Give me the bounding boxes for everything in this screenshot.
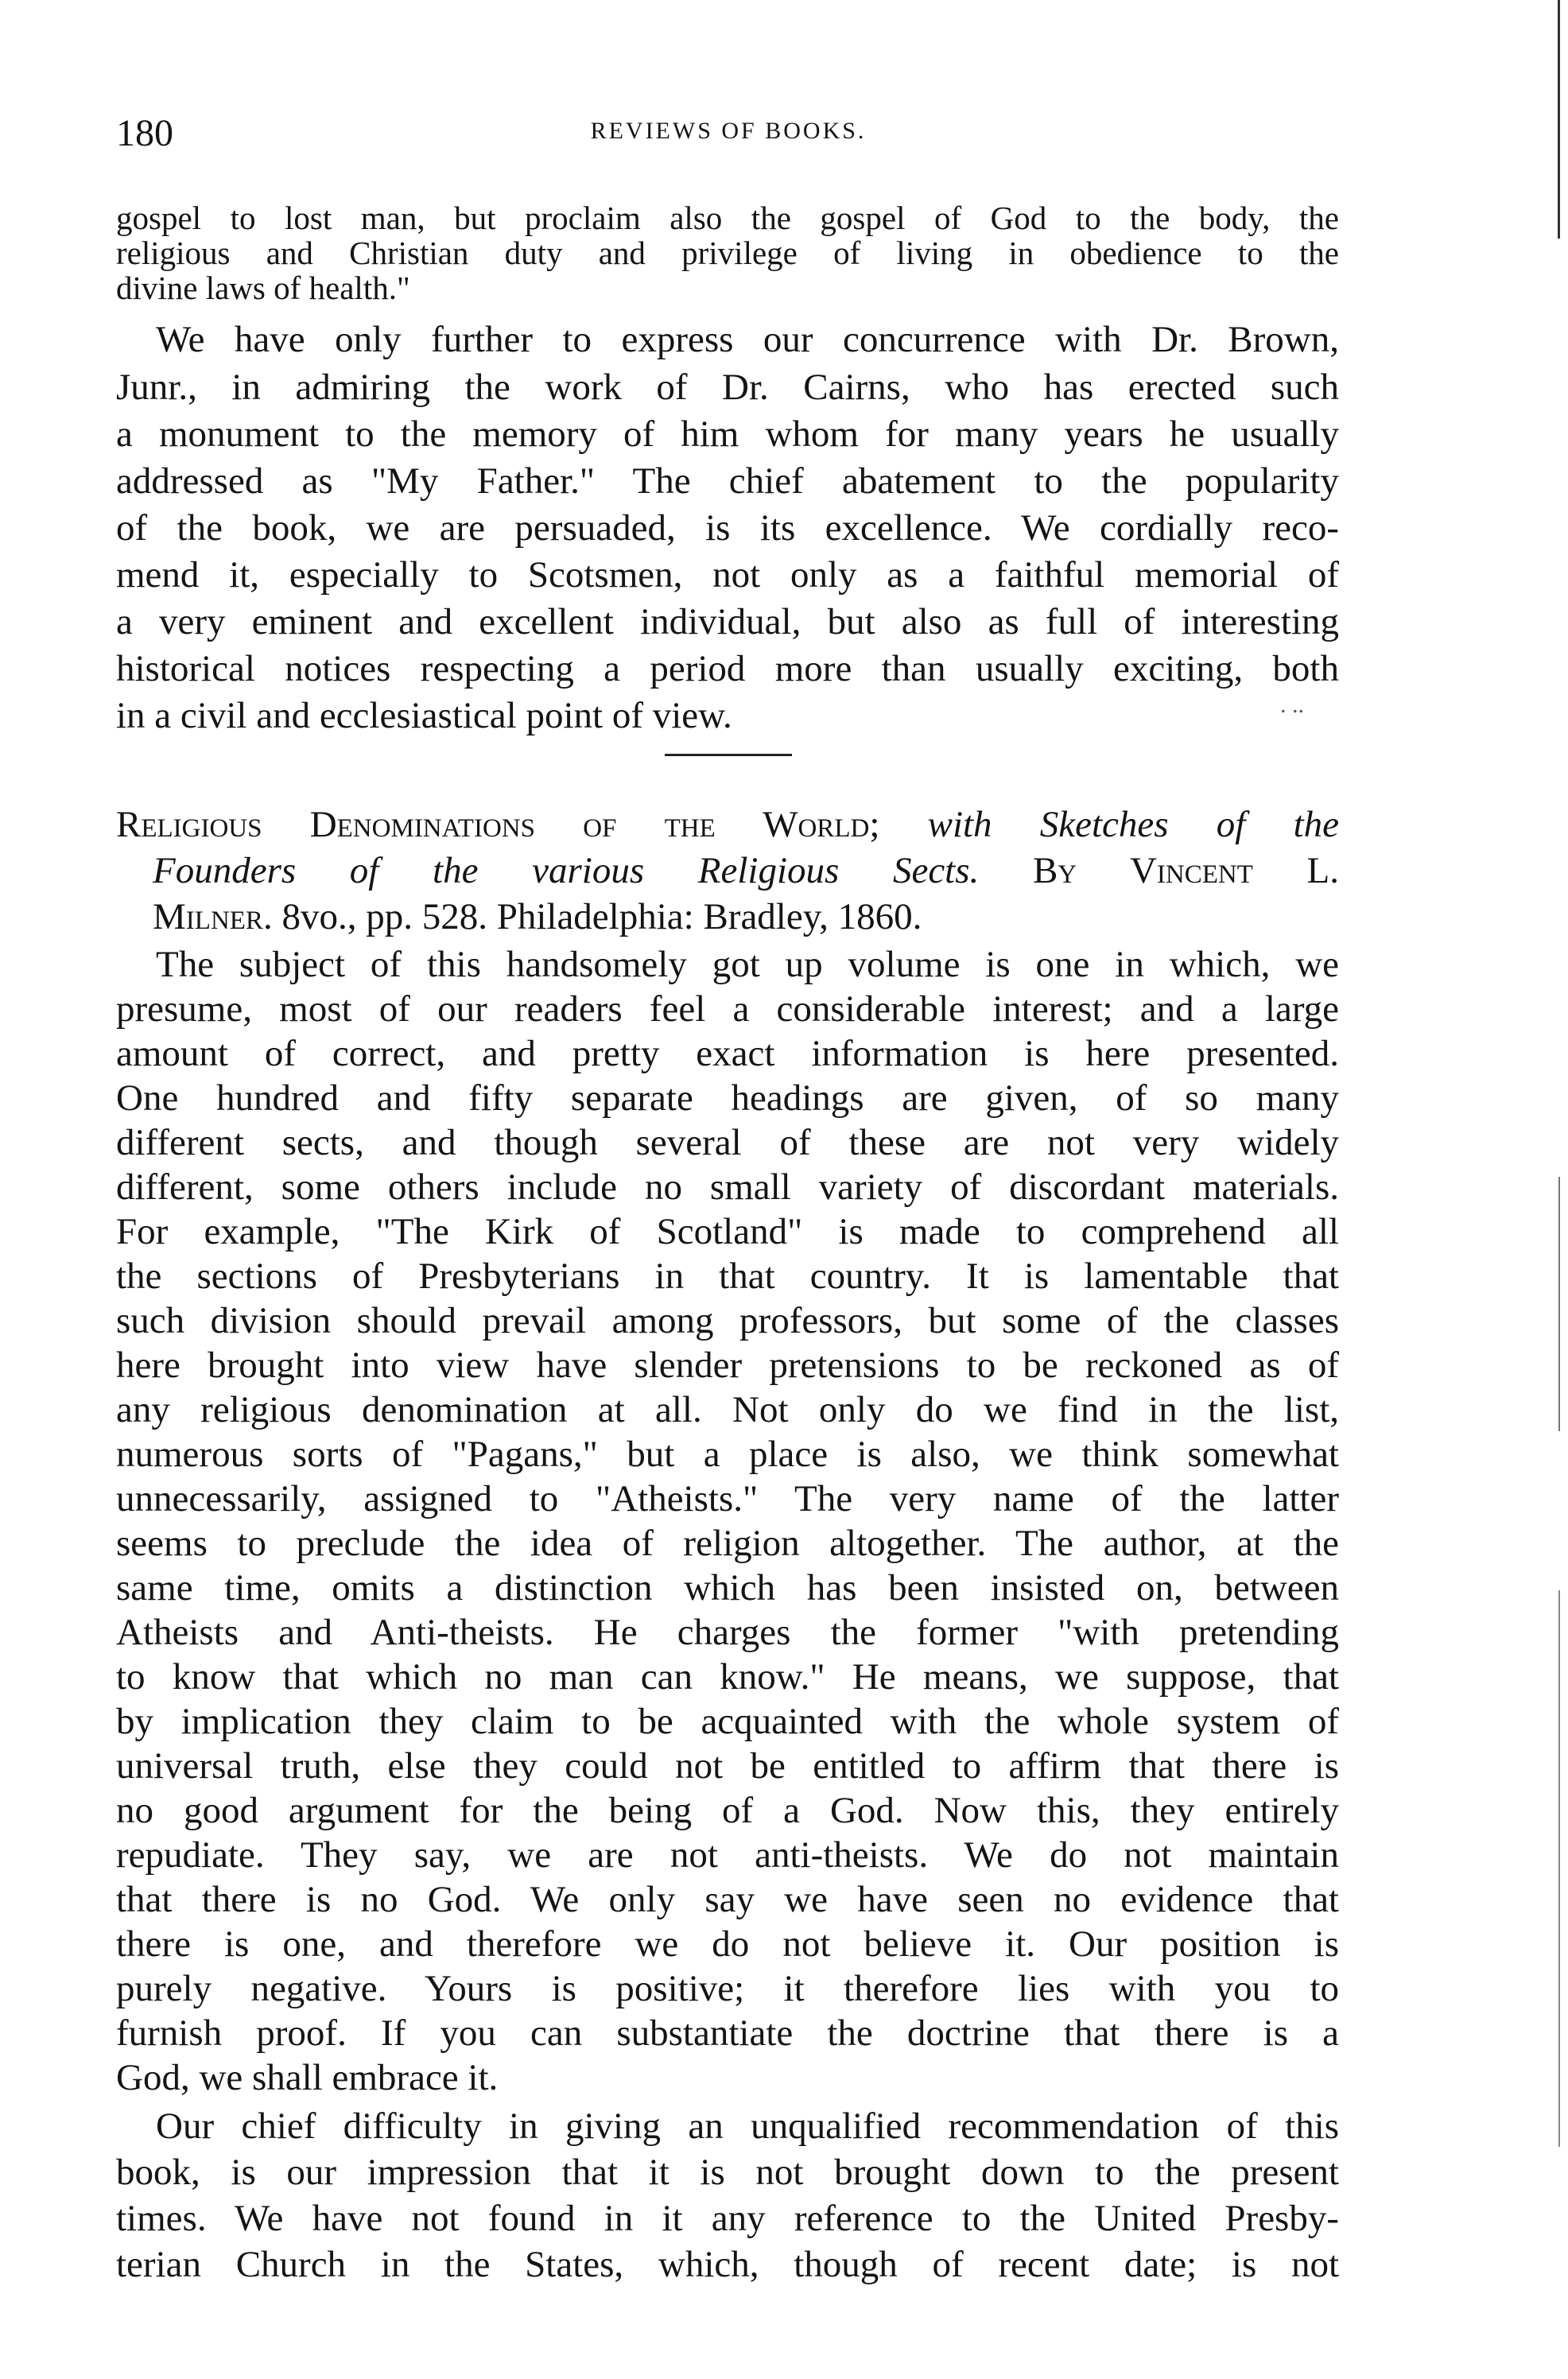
text-line: such division should prevail among professors, but some of the classes bbox=[116, 1300, 1339, 1341]
author-initial: L. bbox=[1252, 850, 1339, 891]
text-line: For example, "The Kirk of Scotland" is made to comprehend all bbox=[116, 1211, 1339, 1252]
running-head: REVIEWS OF BOOKS. bbox=[590, 118, 867, 144]
text-line: addressed as "My Father." The chief abatement to the popularity bbox=[116, 460, 1339, 502]
text-line: divine laws of health." bbox=[116, 270, 410, 306]
text-line: historical notices respecting a period more than usually exciting, both bbox=[116, 648, 1339, 689]
text-line: presume, most of our readers feel a considerable interest; and a large bbox=[116, 988, 1339, 1030]
text-line: book, is our impression that it is not brought down to the present bbox=[116, 2152, 1339, 2193]
book-subtitle: with Sketches of the bbox=[927, 804, 1339, 845]
text-line: no good argument for the being of a God. Now this, they entirely bbox=[116, 1790, 1339, 1831]
text-line: there is one, and therefore we do not believe it. Our position is bbox=[116, 1923, 1339, 1965]
text-line: amount of correct, and pretty exact information is here presented. bbox=[116, 1033, 1339, 1074]
text-line: universal truth, else they could not be entitled to affirm that there is bbox=[116, 1745, 1339, 1787]
text-line: different sects, and though several of these are not very widely bbox=[116, 1122, 1339, 1163]
publication-details: 8vo., pp. 528. Philadelphia: Bradley, 1860. bbox=[272, 896, 922, 937]
heading-punctuation: ; bbox=[869, 804, 928, 845]
text-line: Atheists and Anti-theists. He charges the former "with pretending bbox=[116, 1612, 1339, 1653]
text-line: Our chief difficulty in giving an unqualified recommendation of this bbox=[156, 2105, 1339, 2147]
text-line: same time, omits a distinction which has been insisted on, between bbox=[116, 1567, 1339, 1609]
author-surname: Milner. bbox=[153, 896, 273, 937]
page-number: 180 bbox=[116, 112, 173, 154]
book-title: Religious Denominations of the World bbox=[116, 804, 870, 845]
text-line: God, we shall embrace it. bbox=[116, 2057, 499, 2098]
text-line: terian Church in the States, which, though of recent date; is not bbox=[116, 2244, 1339, 2285]
book-subtitle: Founders of the various Religious Sects. bbox=[153, 850, 980, 891]
page-header bbox=[116, 111, 1341, 167]
text-line: purely negative. Yours is positive; it therefore lies with you to bbox=[116, 1968, 1339, 2009]
margin-edge-line bbox=[1558, 0, 1560, 239]
text-line: gospel to lost man, but proclaim also the gospel of God to the body, the bbox=[116, 200, 1339, 236]
text-line: in a civil and ecclesiastical point of view. bbox=[116, 695, 732, 736]
text-line: different, some others include no small variety of discordant materials. bbox=[116, 1166, 1339, 1208]
text-line: here brought into view have slender pretensions to be reckoned as of bbox=[116, 1345, 1339, 1386]
text-line: repudiate. They say, we are not anti-theists. We do not maintain bbox=[116, 1834, 1339, 1876]
section-divider-rule bbox=[665, 754, 792, 756]
heading-line bbox=[116, 849, 1339, 892]
text-line: times. We have not found in it any reference to the United Presby- bbox=[116, 2198, 1339, 2239]
text-line: a monument to the memory of him whom for many years he usually bbox=[116, 413, 1339, 455]
text-line: that there is no God. We only say we have seen no evidence that bbox=[116, 1879, 1339, 1920]
text-line: We have only further to express our concurrence with Dr. Brown, bbox=[156, 319, 1339, 360]
text-line: of the book, we are persuaded, is its excellence. We cordially reco- bbox=[116, 507, 1339, 549]
author-name: Vincent bbox=[1129, 850, 1253, 891]
text-line: Junr., in admiring the work of Dr. Cairns, who has erected such bbox=[116, 367, 1339, 408]
text-line: The subject of this handsomely got up volume is one in which, we bbox=[156, 944, 1339, 985]
margin-edge-line bbox=[1558, 1590, 1560, 2147]
text-line: mend it, especially to Scotsmen, not only as a faithful memorial of bbox=[116, 554, 1339, 596]
text-line: by implication they claim to be acquainted with the whole system of bbox=[116, 1701, 1339, 1742]
margin-edge-line bbox=[1558, 1177, 1560, 1431]
text-line: seems to preclude the idea of religion altogether. The author, at the bbox=[116, 1523, 1339, 1564]
heading-by: By bbox=[979, 850, 1130, 891]
text-line: One hundred and fifty separate headings are given, of so many bbox=[116, 1077, 1339, 1119]
text-line: furnish proof. If you can substantiate the doctrine that there is a bbox=[116, 2012, 1339, 2054]
text-line: any religious denomination at all. Not only do we find in the list, bbox=[116, 1389, 1339, 1430]
text-line: a very eminent and excellent individual, but also as full of interesting bbox=[116, 601, 1339, 642]
heading-line bbox=[116, 803, 1339, 846]
heading-line bbox=[116, 895, 1339, 938]
text-line: unnecessarily, assigned to "Atheists." The very name of the latter bbox=[116, 1478, 1339, 1519]
text-line: numerous sorts of "Pagans," but a place is also, we think somewhat bbox=[116, 1434, 1339, 1475]
text-line: religious and Christian duty and privilege of living in obedience to the bbox=[116, 235, 1339, 271]
text-line: to know that which no man can know." He means, we suppose, that bbox=[116, 1656, 1339, 1698]
print-speck: . .. bbox=[1280, 692, 1304, 718]
text-line: the sections of Presbyterians in that country. It is lamentable that bbox=[116, 1255, 1339, 1297]
